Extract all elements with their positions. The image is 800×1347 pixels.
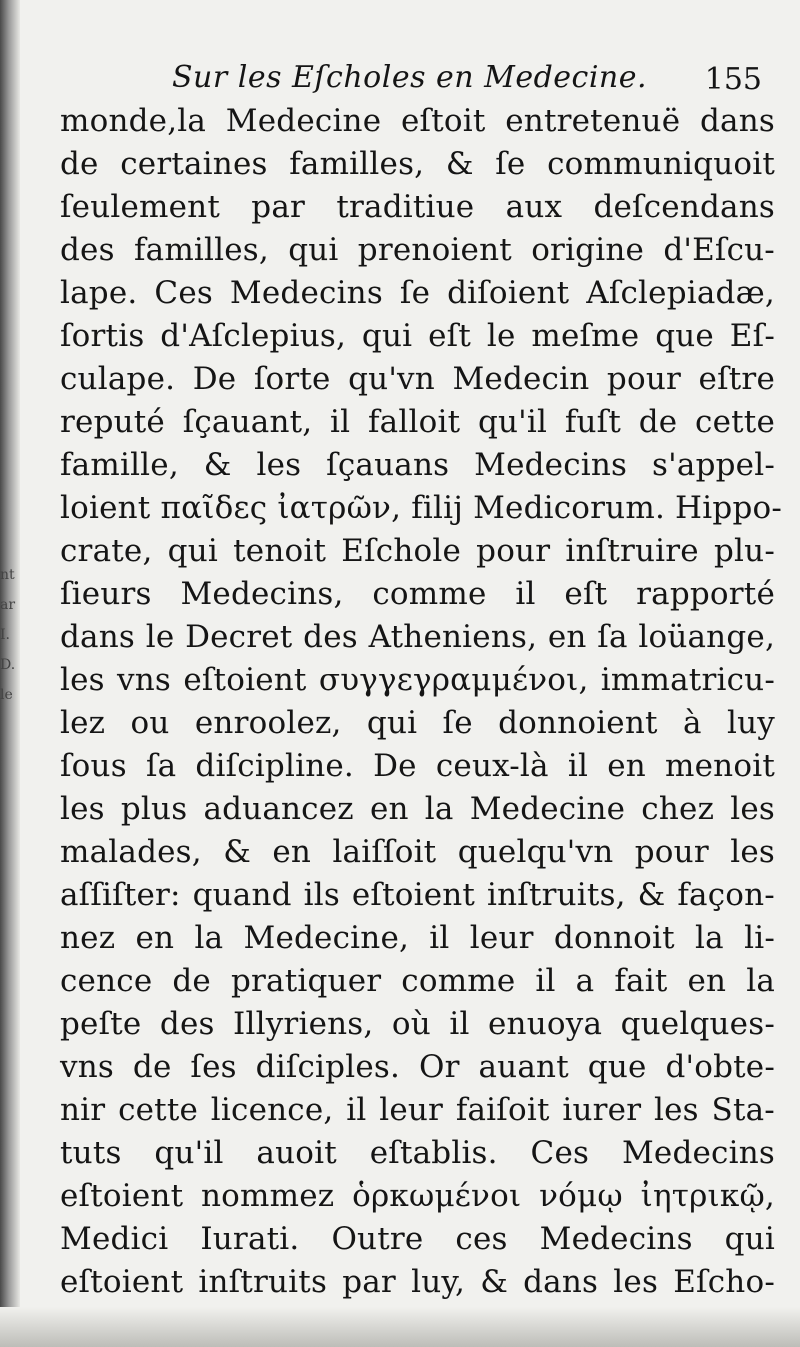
page-bottom-shadow <box>0 1307 800 1347</box>
text-line: nir cette licence, il leur faiſoit iurer les Sta- <box>60 1092 775 1128</box>
text-line: cence de pratiquer comme il a fait en la <box>60 963 775 999</box>
text-line: aſſiſter: quand ils eſtoient inſtruits, & façon- <box>60 877 775 913</box>
text-line: vns de ſes diſciples. Or auant que d'obte- <box>60 1049 775 1085</box>
text-line: lape. Ces Medecins ſe diſoient Aſclepiadæ, <box>60 275 775 311</box>
text-line: nez en la Medecine, il leur donnoit la li- <box>60 920 775 956</box>
text-line: loient παῖδες ἰατρῶν, filij Medicorum. Hippo- <box>60 490 783 526</box>
text-line: malades, & en laiſſoit quelqu'vn pour les <box>60 834 775 870</box>
text-line: ſortis d'Aſclepius, qui eſt le meſme que Eſ- <box>60 318 775 354</box>
text-line: ſeulement par traditiue aux deſcendans <box>60 189 775 225</box>
text-line: ſieurs Medecins, comme il eſt rapporté <box>60 576 775 612</box>
text-line: culape. De ſorte qu'vn Medecin pour eſtre <box>60 361 775 397</box>
text-line: tuts qu'il auoit eſtablis. Ces Medecins <box>60 1135 775 1171</box>
text-line: monde,la Medecine eſtoit entretenuë dans <box>60 103 775 139</box>
text-line: eſtoient nommez ὁρκωμένοι νόμῳ ἰητρικῷ, <box>60 1178 775 1214</box>
text-line: eſtoient inſtruits par luy, & dans les Eſcho- <box>60 1264 775 1300</box>
text-line: reputé ſçauant, il falloit qu'il fuſt de cette <box>60 404 775 440</box>
text-line: les vns eſtoient συγγεγραμμένοι, immatricu- <box>60 662 775 698</box>
text-line: Medici Iurati. Outre ces Medecins qui <box>60 1221 775 1257</box>
page-header <box>60 60 780 104</box>
text-line: famille, & les ſçauans Medecins s'appel- <box>60 447 775 483</box>
text-line: peſte des Illyriens, où il enuoya quelques- <box>60 1006 775 1042</box>
text-line: crate, qui tenoit Eſchole pour inſtruire plu- <box>60 533 775 569</box>
adjacent-page-fragment: nt ar I. D. le <box>0 567 16 703</box>
text-line: des familles, qui prenoient origine d'Eſcu- <box>60 232 775 268</box>
body-text <box>60 100 783 1304</box>
running-title: Sur les Eſcholes en Medecine. <box>172 60 648 95</box>
text-line: de certaines familles, & ſe communiquoit <box>60 146 775 182</box>
text-line: dans le Decret des Atheniens, en ſa loüange, <box>60 619 775 655</box>
text-line: les plus aduancez en la Medecine chez les <box>60 791 775 827</box>
text-line: lez ou enroolez, qui ſe donnoient à luy <box>60 705 775 741</box>
text-line: ſous ſa diſcipline. De ceux-là il en menoit <box>60 748 775 784</box>
page-number: 155 <box>704 62 762 97</box>
